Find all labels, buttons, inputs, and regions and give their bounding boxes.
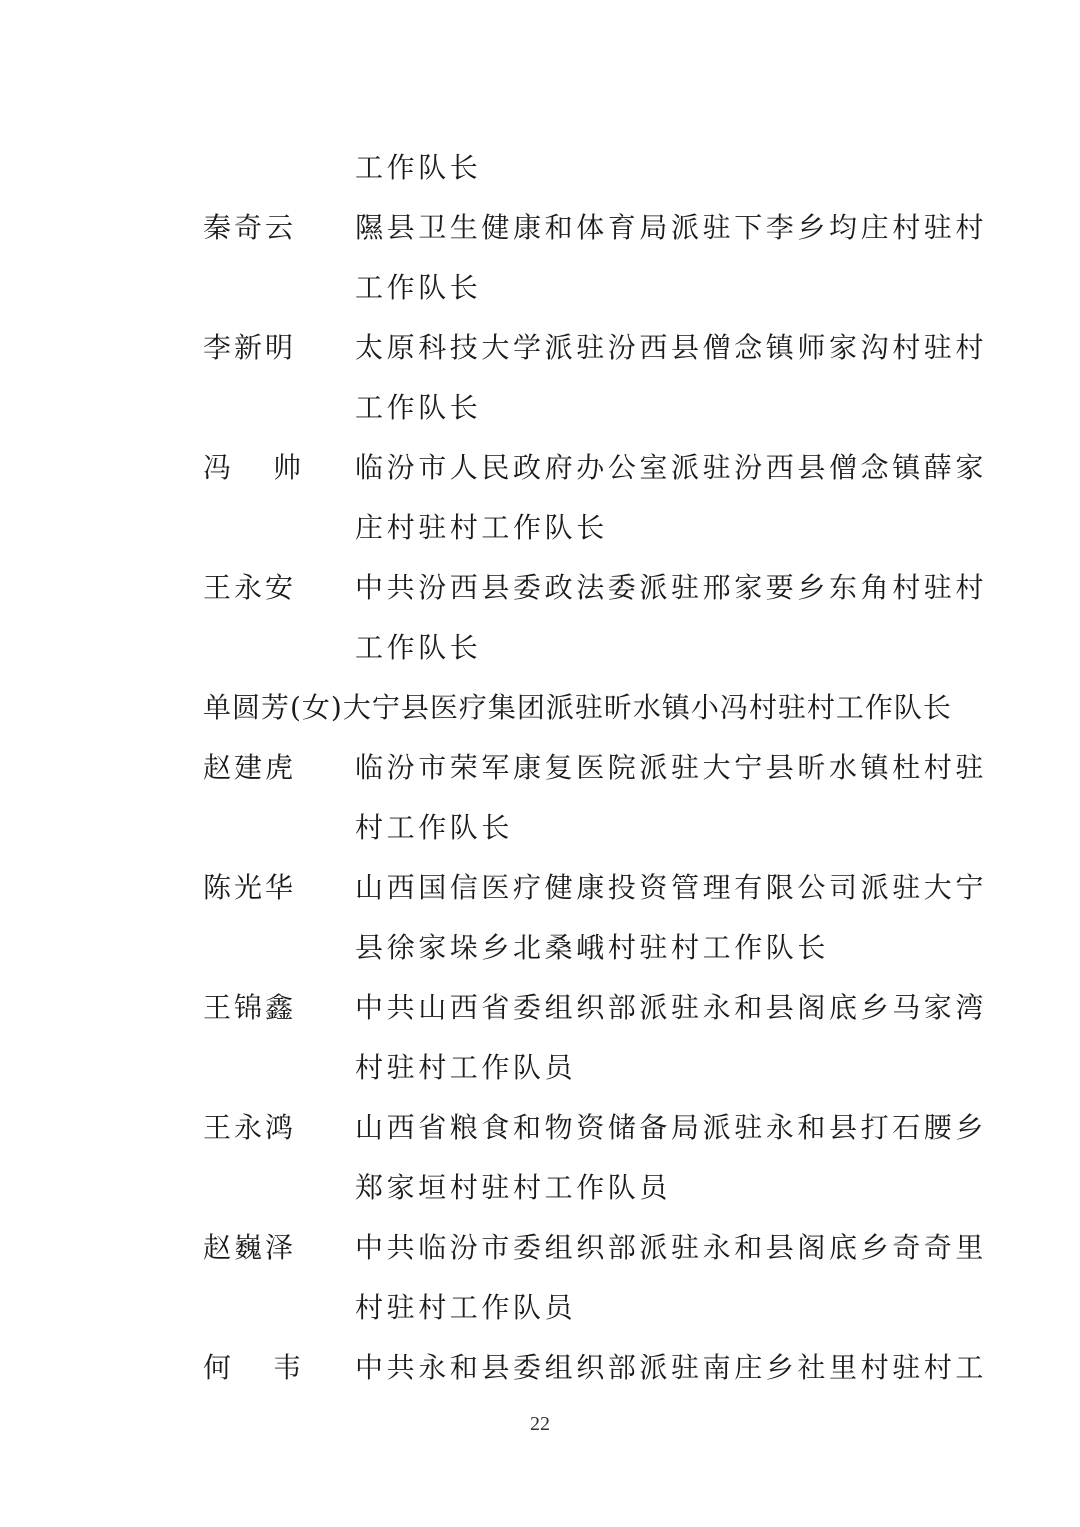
entry-11-name: 何韦 <box>203 1351 344 1384</box>
entry-4-line-0: 中共汾西县委政法委派驻邢家要乡东角村驻村 <box>355 571 988 604</box>
entry-8-line-0: 中共山西省委组织部派驻永和县阁底乡马家湾 <box>355 991 988 1024</box>
entry-10-name: 赵巍泽 <box>203 1231 297 1264</box>
entry-2-line-0: 太原科技大学派驻汾西县僧念镇师家沟村驻村 <box>355 331 988 364</box>
entry-3-line-1: 庄村驻村工作队长 <box>355 511 608 544</box>
entry-9-line-0: 山西省粮食和物资储备局派驻永和县打石腰乡 <box>355 1111 988 1144</box>
entry-5-full-line: 单圆芳(女)大宁县医疗集团派驻昕水镇小冯村驻村工作队长 <box>203 691 952 724</box>
entry-4-line-1: 工作队长 <box>355 631 482 664</box>
entry-0-line-0: 工作队长 <box>355 151 482 184</box>
entry-9-name: 王永鸿 <box>203 1111 297 1144</box>
entry-4-name: 王永安 <box>203 571 297 604</box>
entry-9-line-1: 郑家垣村驻村工作队员 <box>355 1171 672 1204</box>
entry-7-line-0: 山西国信医疗健康投资管理有限公司派驻大宁 <box>355 871 988 904</box>
entry-6-name: 赵建虎 <box>203 751 297 784</box>
entry-2-line-1: 工作队长 <box>355 391 482 424</box>
page-number: 22 <box>530 1413 550 1435</box>
entry-7-line-1: 县徐家垛乡北桑峨村驻村工作队长 <box>355 931 830 964</box>
entry-10-line-0: 中共临汾市委组织部派驻永和县阁底乡奇奇里 <box>355 1231 988 1264</box>
entry-8-line-1: 村驻村工作队员 <box>355 1051 577 1084</box>
entry-2-name: 李新明 <box>203 331 297 364</box>
entry-3-name: 冯帅 <box>203 451 344 484</box>
entry-1-line-0: 隰县卫生健康和体育局派驻下李乡均庄村驻村 <box>355 211 988 244</box>
entry-10-line-1: 村驻村工作队员 <box>355 1291 577 1324</box>
entry-6-line-1: 村工作队长 <box>355 811 514 844</box>
entry-3-line-0: 临汾市人民政府办公室派驻汾西县僧念镇薛家 <box>355 451 988 484</box>
entry-6-line-0: 临汾市荣军康复医院派驻大宁县昕水镇杜村驻 <box>355 751 988 784</box>
entry-1-line-1: 工作队长 <box>355 271 482 304</box>
entry-7-name: 陈光华 <box>203 871 297 904</box>
entry-11-line-0: 中共永和县委组织部派驻南庄乡社里村驻村工 <box>355 1351 988 1384</box>
entry-1-name: 秦奇云 <box>203 211 297 244</box>
entry-8-name: 王锦鑫 <box>203 991 297 1024</box>
